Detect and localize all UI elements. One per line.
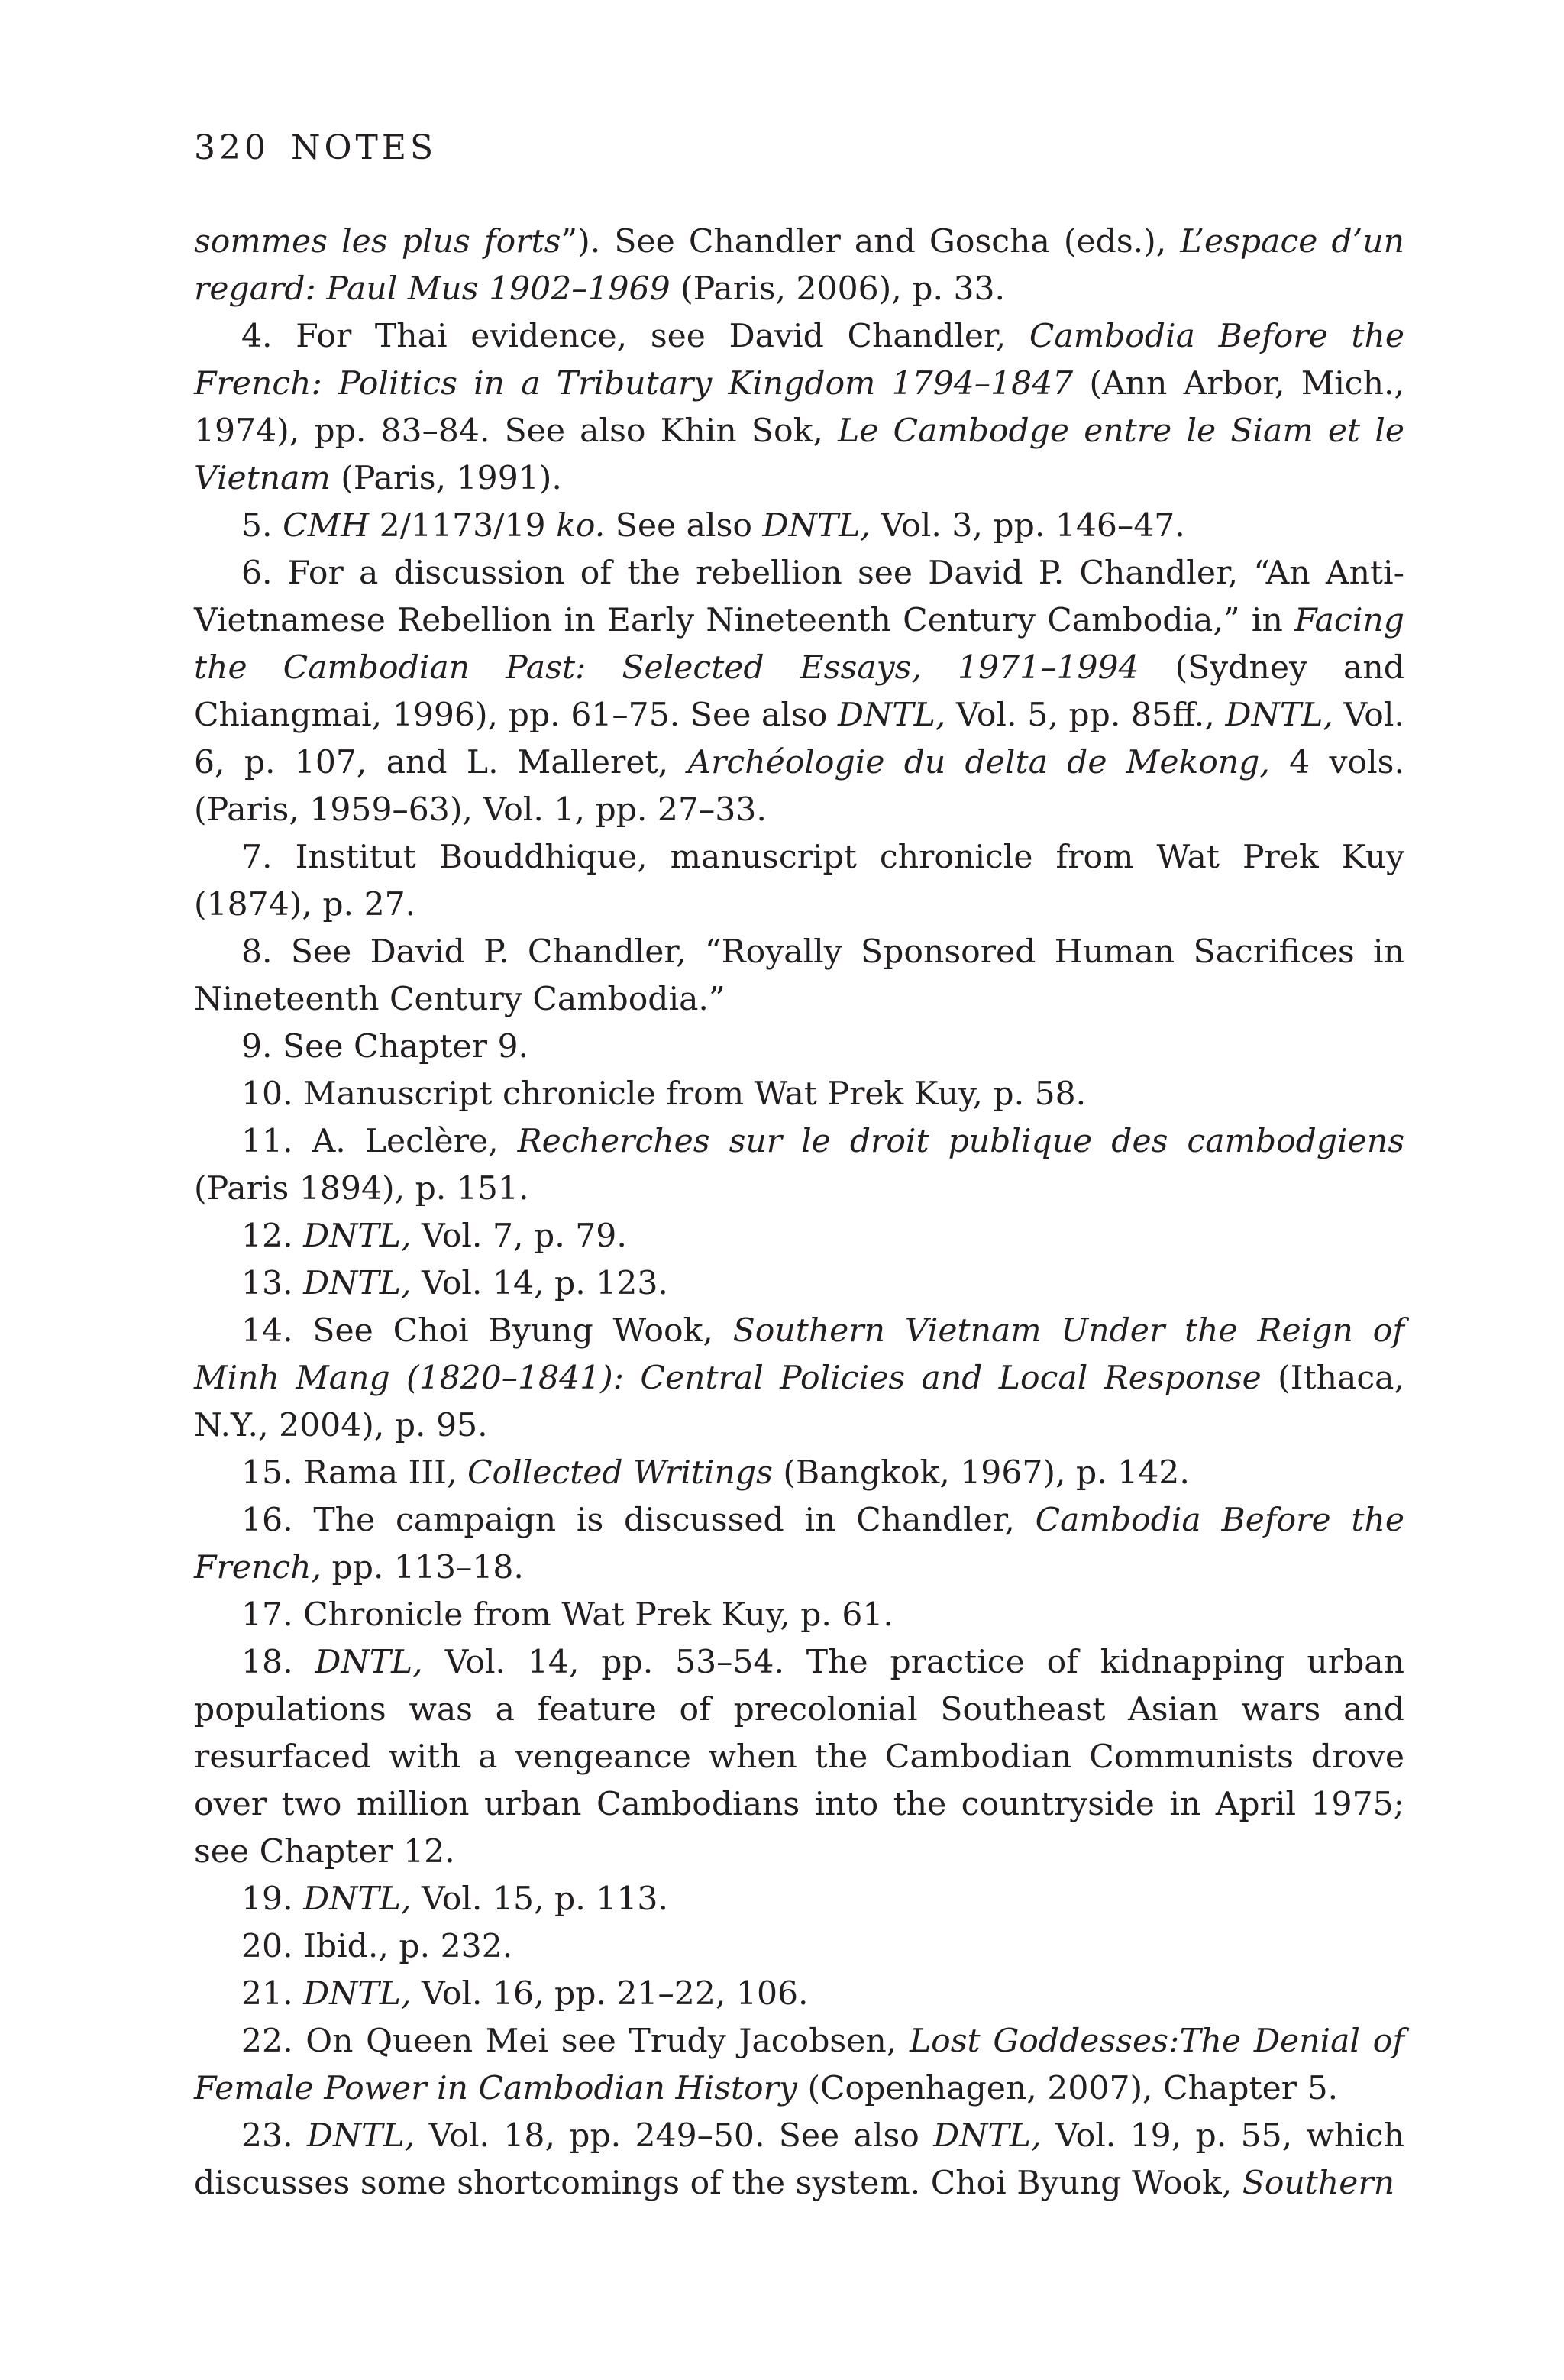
note-text: Vol. 7, p. 79. [411,1217,627,1255]
note-italic-text: DNTL, [306,2117,415,2155]
note-text: 10. Manuscript chronicle from Wat Prek Kuy, p. 58. [241,1075,1087,1113]
note-italic-text: Cambodia Before the French, [194,1502,1404,1586]
note-text: 13. [241,1265,304,1302]
running-head [194,128,1404,174]
section-title: NOTES [290,128,438,167]
note-italic-text: L’espace d’un regard: Paul Mus 1902–1969 [194,223,1404,308]
note-text: 8. See David P. Chandler, “Royally Sponsored Human Sacrifices in Nineteenth Century Cambodia.” [194,933,1404,1018]
note-text: ”). See Chandler and Goscha (eds.), [561,223,1181,260]
note [194,1071,1404,1118]
note-italic-text: Recherches sur le droit publique des cambodgiens [517,1123,1405,1160]
note-text: (Sydney and Chiangmai, 1996), pp. 61–75. See also [194,649,1404,734]
note-text: pp. 113–18. [322,1549,524,1586]
note [194,1971,1404,2018]
note-text: 22. On Queen Mei see Trudy Jacobsen, [241,2023,910,2060]
note [194,834,1404,929]
note-text: (Copenhagen, 2007), Chapter 5. [797,2070,1339,2107]
note-text: See also [605,507,763,545]
note-text: 18. [241,1644,315,1681]
notes-list [194,218,1404,2207]
note [194,313,1404,503]
note-text: Vol. 16, pp. 21–22, 106. [411,1975,809,2013]
note-text: 21. [241,1975,304,2013]
note-text: Vol. 5, pp. 85ff., [945,697,1226,734]
note [194,2018,1404,2113]
note-text: 17. Chronicle from Wat Prek Kuy, p. 61. [241,1596,893,1634]
note [194,2113,1404,2207]
note-italic-text: Facing the Cambodian Past: Selected Essays, 1971–1994 [194,602,1404,687]
note-text: 14. See Choi Byung Wook, [241,1312,733,1350]
note [194,1213,1404,1260]
note-italic-text: Cambodia Before the French: Politics in a Tributary Kingdom 1794–1847 [194,318,1405,403]
note-italic-text: Le Cambodge entre le Siam et le Vietnam [194,412,1404,497]
note [194,1592,1404,1639]
note-italic-text: Southern Vietnam Under the Reign of Minh Mang (1820–1841): Central Policies and Local Response [194,1312,1404,1397]
note-italic-text: DNTL, [933,2117,1042,2155]
note-text: 11. A. Leclère, [241,1123,518,1160]
note [194,1023,1404,1071]
note-text: Vol. 6, p. 107, and L. Malleret, [194,697,1404,781]
note-italic-text: DNTL, [762,507,871,545]
note [194,1923,1404,1971]
note [194,503,1404,550]
note-text: (Ithaca, N.Y., 2004), p. 95. [194,1360,1404,1444]
note-text: 12. [241,1217,304,1255]
note [194,1876,1404,1923]
note [194,1450,1404,1497]
note-italic-text: CMH [283,507,370,545]
note-italic-text: sommes les plus forts [194,223,561,260]
note-text: 16. The campaign is discussed in Chandler, [241,1502,1036,1539]
note [194,1118,1404,1213]
note-text: Vol. 19, p. 55, which discusses some shortcomings of the system. Choi Byung Wook, [194,2117,1404,2202]
note-text: 19. [241,1880,304,1918]
note-text: (Ann Arbor, Mich., 1974), pp. 83–84. See also Khin Sok, [194,365,1404,450]
note-italic-text: DNTL, [315,1644,423,1681]
note-italic-text: Collected Writings [467,1454,773,1492]
note-text: Vol. 14, pp. 53–54. The practice of kidnapping urban populations was a feature of precolonial Southeast Asian wars and resurfaced with a vengeance when the Cambodian Communists drove over two million urban Cambodians into the countryside in April 1975; see Chapter 12. [194,1644,1404,1871]
note-text: 6. For a discussion of the rebellion see David P. Chandler, “An Anti-Vietnamese Rebellion in Early Nineteenth Century Cambodia,” in [194,555,1404,639]
note-text: 4 vols. (Paris, 1959–63), Vol. 1, pp. 27–33. [194,744,1404,829]
note-italic-text: Southern [1242,2165,1395,2202]
note-text: 7. Institut Bouddhique, manuscript chronicle from Wat Prek Kuy (1874), p. 27. [194,839,1404,923]
note-italic-text: DNTL, [838,697,946,734]
note-italic-text: Lost Goddesses:The Denial of Female Power in Cambodian History [194,2023,1405,2107]
note-italic-text: Archéologie du delta de Mekong, [687,744,1270,781]
note-text: Vol. 14, p. 123. [411,1265,668,1302]
note [194,1260,1404,1308]
note-continued [194,218,1404,313]
note-text: (Paris, 2006), p. 33. [670,270,1006,308]
note-text: 20. Ibid., p. 232. [241,1928,513,1965]
note-text: Vol. 3, pp. 146–47. [870,507,1185,545]
note-text: 5. [241,507,283,545]
note-italic-text: ko. [556,507,606,545]
note-italic-text: DNTL, [1225,697,1333,734]
note-text: 23. [241,2117,307,2155]
note-text: (Paris, 1991). [330,460,562,497]
note-text: 15. Rama III, [241,1454,467,1492]
note [194,1639,1404,1876]
note-text: Vol. 18, pp. 249–50. See also [415,2117,934,2155]
note [194,550,1404,834]
note-italic-text: DNTL, [303,1975,412,2013]
note-italic-text: DNTL, [303,1265,412,1302]
note-text: 4. For Thai evidence, see David Chandler, [241,318,1029,355]
note-text: (Bangkok, 1967), p. 142. [772,1454,1190,1492]
note-italic-text: DNTL, [303,1880,412,1918]
note-text: 2/1173/19 [369,507,557,545]
note-italic-text: DNTL, [303,1217,412,1255]
note [194,929,1404,1023]
note [194,1497,1404,1592]
note-text: (Paris 1894), p. 151. [194,1170,529,1208]
page-number: 320 [194,128,270,167]
note-text: Vol. 15, p. 113. [411,1880,668,1918]
book-page [194,128,1404,2207]
note-text: 9. See Chapter 9. [241,1028,529,1066]
note [194,1308,1404,1450]
